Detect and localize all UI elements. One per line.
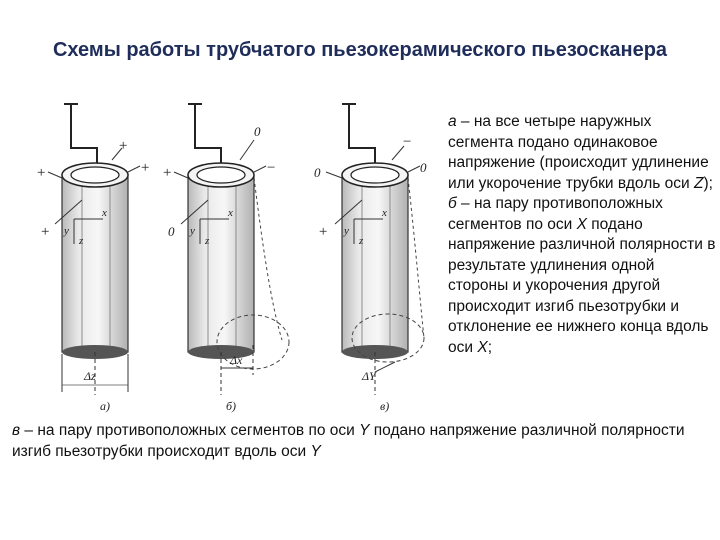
svg-text:z: z xyxy=(205,235,210,247)
svg-text:+: + xyxy=(162,165,173,181)
caption-bottom-run: Y xyxy=(359,422,370,439)
caption-bottom-run: подано напряжение различной полярности изгиб пьезотрубки происходит вдоль оси xyxy=(12,422,685,460)
axis-label-z: z xyxy=(79,235,84,247)
axis-label-y: y xyxy=(64,225,69,237)
sign-minus: − xyxy=(266,160,277,176)
caption-bottom-run: – на пару противоположных сегментов по оси xyxy=(20,422,360,439)
svg-text:−: − xyxy=(402,134,413,150)
tube-c xyxy=(314,104,427,413)
svg-text:y: y xyxy=(344,225,349,237)
delta-z-label: Δz xyxy=(84,369,96,383)
caption-right-run: X xyxy=(576,215,587,233)
sign-plus: + xyxy=(36,165,47,181)
panel-label-c: в) xyxy=(380,399,390,413)
svg-text:0: 0 xyxy=(314,165,321,180)
caption-bottom xyxy=(12,420,712,462)
caption-right-run: а xyxy=(448,113,457,130)
delta-x-label: Δx xyxy=(230,353,243,367)
svg-text:y: y xyxy=(190,225,195,237)
slide-title: Схемы работы трубчатого пьезокерамического пьезосканера xyxy=(52,39,668,61)
tube-a xyxy=(36,104,150,413)
caption-right-run: – на пару противоположных сегментов по оси xyxy=(448,195,663,233)
caption-right xyxy=(448,112,716,358)
tube-a-top xyxy=(71,167,119,183)
caption-right-run: ; xyxy=(487,338,492,356)
sign-plus: + xyxy=(40,224,51,240)
caption-right-run: ); xyxy=(703,174,713,192)
electrode-wire-b xyxy=(188,104,221,163)
caption-right-run: – на все четыре наружных сегмента подано одинаковое напряжение (происходит удлинение или укорочение трубки вдоль оси xyxy=(448,113,709,192)
svg-text:x: x xyxy=(382,207,387,219)
sign-zero: 0 xyxy=(168,224,175,239)
caption-bottom-run: Y xyxy=(310,443,321,460)
sign-plus: + xyxy=(140,160,151,176)
svg-text:z: z xyxy=(359,235,364,247)
caption-right-run: б xyxy=(448,195,457,212)
caption-bottom-run: в xyxy=(12,422,21,439)
panel-label-b: б) xyxy=(226,399,237,413)
caption-right-run: Z xyxy=(693,174,704,192)
sign-plus: + xyxy=(118,138,129,154)
electrode-wire-c xyxy=(342,104,375,163)
svg-text:0: 0 xyxy=(420,160,427,175)
panel-label-a: а) xyxy=(100,399,110,413)
tube-b xyxy=(162,104,289,413)
svg-text:x: x xyxy=(228,207,233,219)
svg-text:+: + xyxy=(318,224,329,240)
delta-y-label: ΔY xyxy=(362,369,376,383)
axis-label-x: x xyxy=(102,207,107,219)
caption-right-run: X xyxy=(477,338,488,356)
electrode-wire-a xyxy=(64,104,97,163)
caption-right-run: подано напряжение различной полярности в результате удлинения одной стороны и укорочения другой происходит изгиб пьезотрубки и отклонение ее нижнего конца вдоль оси xyxy=(448,215,716,356)
sign-zero: 0 xyxy=(254,124,261,139)
